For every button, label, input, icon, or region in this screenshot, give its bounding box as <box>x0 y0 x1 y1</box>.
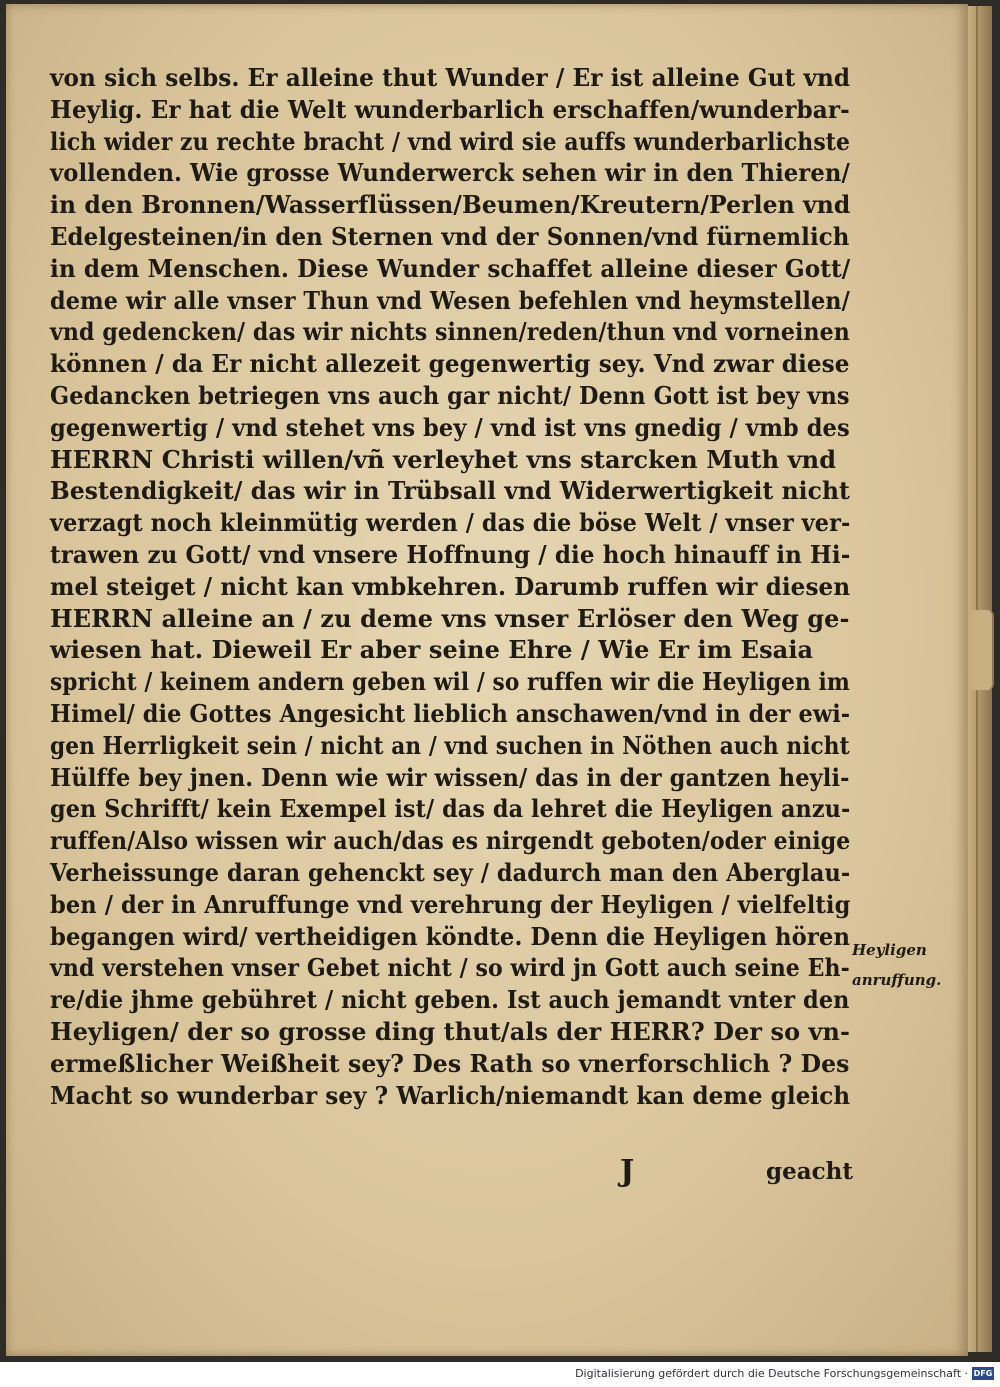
text-line: HERRN alleine an / zu deme vns vnser Erlöser den Weg ge- <box>50 603 850 633</box>
text-line: deme wir alle vnser Thun vnd Wesen befehlen vnd heymstellen/ <box>50 285 850 315</box>
text-line: von sich selbs. Er alleine thut Wunder / Er ist alleine Gut vnd <box>50 63 851 92</box>
text-line: Verheissunge daran gehenckt sey / dadurch man den Aberglau- <box>50 857 851 887</box>
body-text <box>50 62 850 1111</box>
text-line: wiesen hat. Dieweil Er aber seine Ehre / Wie Er im Esaia <box>50 635 814 665</box>
margin-note-line: Heyligen <box>852 941 927 959</box>
text-line: in den Bronnen/Wasserflüssen/Beumen/Kreutern/Perlen vnd <box>50 190 851 220</box>
text-line: vnd verstehen vnser Gebet nicht / so wird jn Gott auch seine Eh- <box>50 953 850 983</box>
text-line: spricht / keinem andern geben wil / so ruffen wir die Heyligen im <box>50 667 850 697</box>
text-line: ermeßlicher Weißheit sey? Des Rath so vnerforschlich ? Des <box>50 1048 850 1078</box>
text-line: gen Schrifft/ kein Exempel ist/ das da lehret die Heyligen anzu- <box>50 794 851 824</box>
text-line: Himel/ die Gottes Angesicht lieblich anschawen/vnd in der ewi- <box>50 698 851 728</box>
margin-note-line: anruffung. <box>852 971 942 989</box>
text-line: Hülffe bey jnen. Denn wie wir wissen/ das in der gantzen heyli- <box>50 762 850 792</box>
text-line: trawen zu Gott/ vnd vnsere Hoffnung / die hoch hinauff in Hi- <box>50 539 851 569</box>
text-line: ruffen/Also wissen wir auch/das es nirgendt geboten/oder einige <box>50 826 851 856</box>
text-line: begangen wird/ vertheidigen köndte. Denn die Heyligen hören <box>50 921 851 951</box>
text-line: vollenden. Wie grosse Wunderwerck sehen wir in den Thieren/ <box>50 158 850 188</box>
text-line: HERRN Christi willen/vñ verleyhet vns starcken Muth vnd <box>50 444 837 474</box>
text-line: Gedancken betriegen vns auch gar nicht/ Denn Gott ist bey vns <box>50 380 850 410</box>
text-line: in dem Menschen. Diese Wunder schaffet alleine dieser Gott/ <box>50 253 851 283</box>
catchword: geacht <box>766 1158 853 1185</box>
text-line: können / da Er nicht allezeit gegenwertig sey. Vnd zwar diese <box>50 349 850 379</box>
footer-bar <box>0 1362 1000 1387</box>
text-line: verzagt noch kleinmütig werden / das die böse Welt / vnser ver- <box>50 508 851 538</box>
text-line: Edelgesteinen/in den Sternen vnd der Sonnen/vnd fürnemlich <box>50 221 850 251</box>
text-line: lich wider zu rechte bracht / vnd wird sie auffs wunderbarlichste <box>50 126 850 156</box>
margin-note <box>852 935 967 995</box>
text-line: Macht so wunderbar sey ? Warlich/niemandt kan deme gleich <box>50 1080 851 1110</box>
text-line: vnd gedencken/ das wir nichts sinnen/reden/thun vnd vorneinen <box>50 317 850 347</box>
dfg-logo: DFG <box>973 1369 993 1378</box>
footer-credit: Digitalisierung gefördert durch die Deutsche Forschungsgemeinschaft · <box>575 1367 968 1380</box>
text-line: gegenwertig / vnd stehet vns bey / vnd ist vns gnedig / vmb des <box>50 412 850 442</box>
text-line: Bestendigkeit/ das wir in Trübsall vnd Widerwertigkeit nicht <box>50 476 850 506</box>
text-line: re/die jhme gebühret / nicht geben. Ist auch jemandt vnter den <box>50 985 850 1015</box>
text-line: ben / der in Anruffunge vnd verehrung der Heyligen / vielfeltig <box>50 889 851 919</box>
page-tab <box>970 610 994 690</box>
text-line: mel steiget / nicht kan vmbkehren. Darumb ruffen wir diesen <box>50 571 851 601</box>
signature-mark: J <box>620 1154 635 1189</box>
text-line: gen Herrligkeit sein / nicht an / vnd suchen in Nöthen auch nicht <box>50 730 850 760</box>
text-line: Heylig. Er hat die Welt wunderbarlich erschaffen/wunderbar- <box>50 94 850 124</box>
text-line: Heyligen/ der so grosse ding thut/als der HERR? Der so vn- <box>50 1016 851 1046</box>
